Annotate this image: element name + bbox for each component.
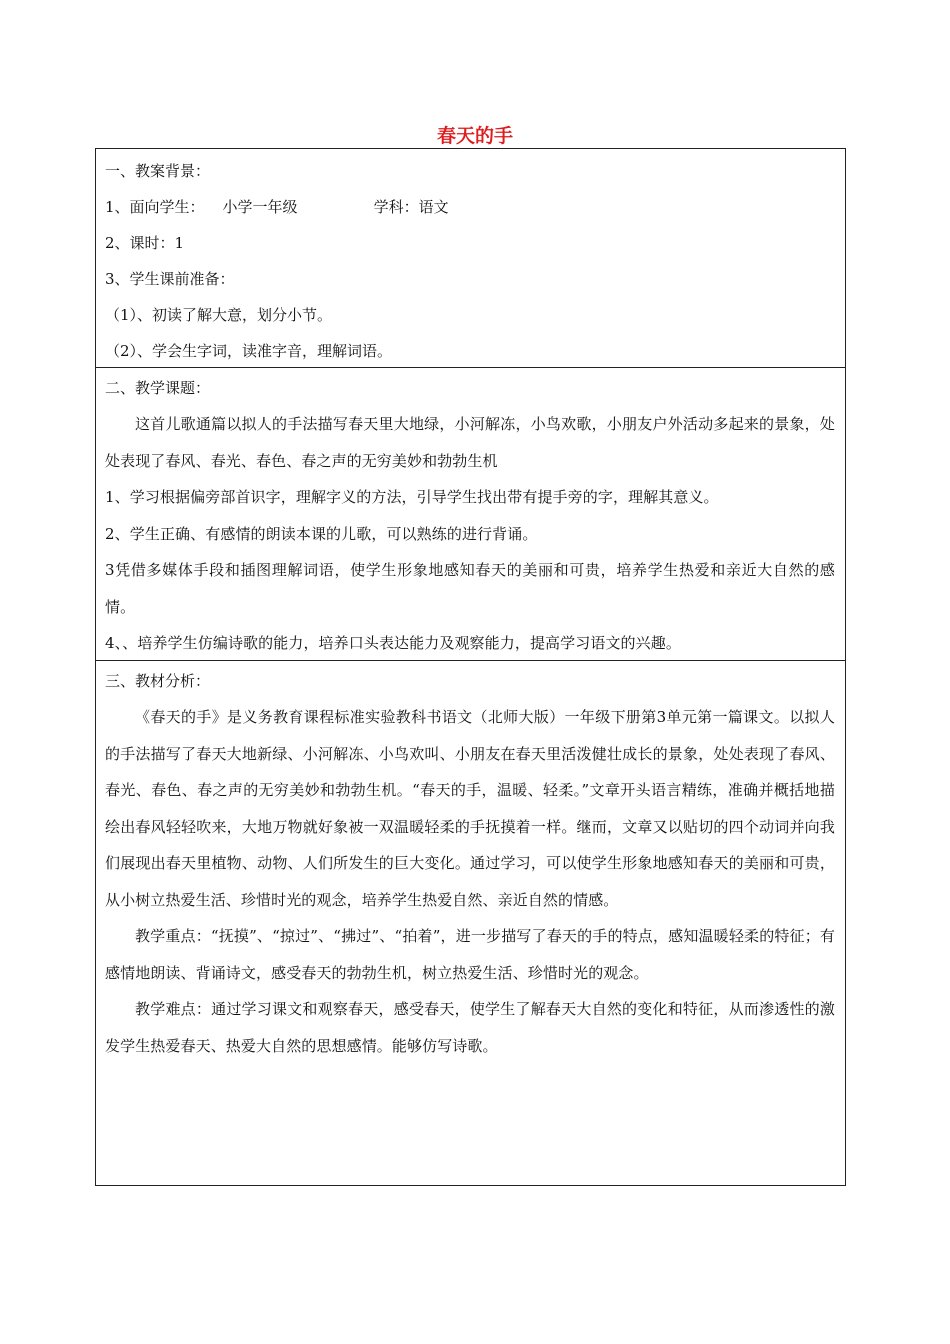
student-preparation: 3、学生课前准备：	[105, 270, 235, 288]
section-heading: 二、教学课题：	[105, 379, 211, 397]
students-label: 1、面向学生：	[105, 198, 205, 216]
analysis-paragraph: 《春天的手》是义务教育课程标准实验教科书语文（北师大版）一年级下册第3单元第一篇课文。以拟人的手法描写了春天大地新绿、小河解冻、小鸟欢叫、小朋友在春天里活泼健壮成长的景象，处处表现了春风、春光、春色、春之声的无穷美妙和勃勃生机。“春天的手，温暖、轻柔。”文章开头语言精练，准确并概括地描绘出春风轻轻吹来，大地万物就好象被一双温暖轻柔的手抚摸着一样。继而，文章又以贴切的四个动词并向我们展现出春天里植物、动物、人们所发生的巨大变化。通过学习，可以使学生形象地感知春天的美丽和可贵，从小树立热爱生活、珍惜时光的观念，培养学生热爱自然、亲近自然的情感。	[105, 708, 835, 909]
difficulties-paragraph: 教学难点：通过学习课文和观察春天，感受春天，使学生了解春天大自然的变化和特征，从而渗透性的激发学生热爱春天、热爱大自然的思想感情。能够仿写诗歌。	[105, 1000, 835, 1055]
section-heading: 三、教材分析：	[105, 672, 211, 690]
students-value: 小学一年级	[222, 198, 298, 216]
preparation-item: （1）、初读了解大意，划分小节。	[105, 306, 333, 324]
target-students-row	[105, 189, 835, 225]
document-title: 春天的手	[436, 125, 513, 147]
subject-field: 学科：语文	[373, 198, 449, 216]
preparation-item: （2）、学会生字词，读准字音，理解词语。	[105, 342, 393, 360]
teaching-goal: 2、学生正确、有感情的朗读本课的儿歌，可以熟练的进行背诵。	[105, 524, 538, 543]
section-background	[96, 149, 845, 368]
section-heading: 一、教案背景：	[105, 162, 211, 180]
section-topic	[96, 368, 845, 661]
teaching-goal: 3凭借多媒体手段和插图理解词语，使学生形象地感知春天的美丽和可贵，培养学生热爱和亲近大自然的感情。	[105, 561, 835, 616]
lesson-plan-table	[95, 148, 846, 1186]
teaching-goal: 4、、培养学生仿编诗歌的能力，培养口头表达能力及观察能力，提高学习语文的兴趣。	[105, 634, 681, 652]
topic-intro: 这首儿歌通篇以拟人的手法描写春天里大地绿，小河解冻，小鸟欢歌，小朋友户外活动多起来的景象，处处表现了春风、春光、春色、春之声的无穷美妙和勃勃生机	[105, 415, 835, 470]
teaching-goal: 1、学习根据偏旁部首识字，理解字义的方法，引导学生找出带有提手旁的字，理解其意义。	[105, 488, 719, 506]
class-hours: 2、课时：1	[105, 234, 185, 252]
section-material-analysis	[96, 661, 845, 1185]
key-points-paragraph: 教学重点：“抚摸”、“掠过”、“拂过”、“拍着”，进一步描写了春天的手的特点，感知温暖轻柔的特征；有感情地朗读、背诵诗文，感受春天的勃勃生机，树立热爱生活、珍惜时光的观念。	[105, 927, 835, 982]
